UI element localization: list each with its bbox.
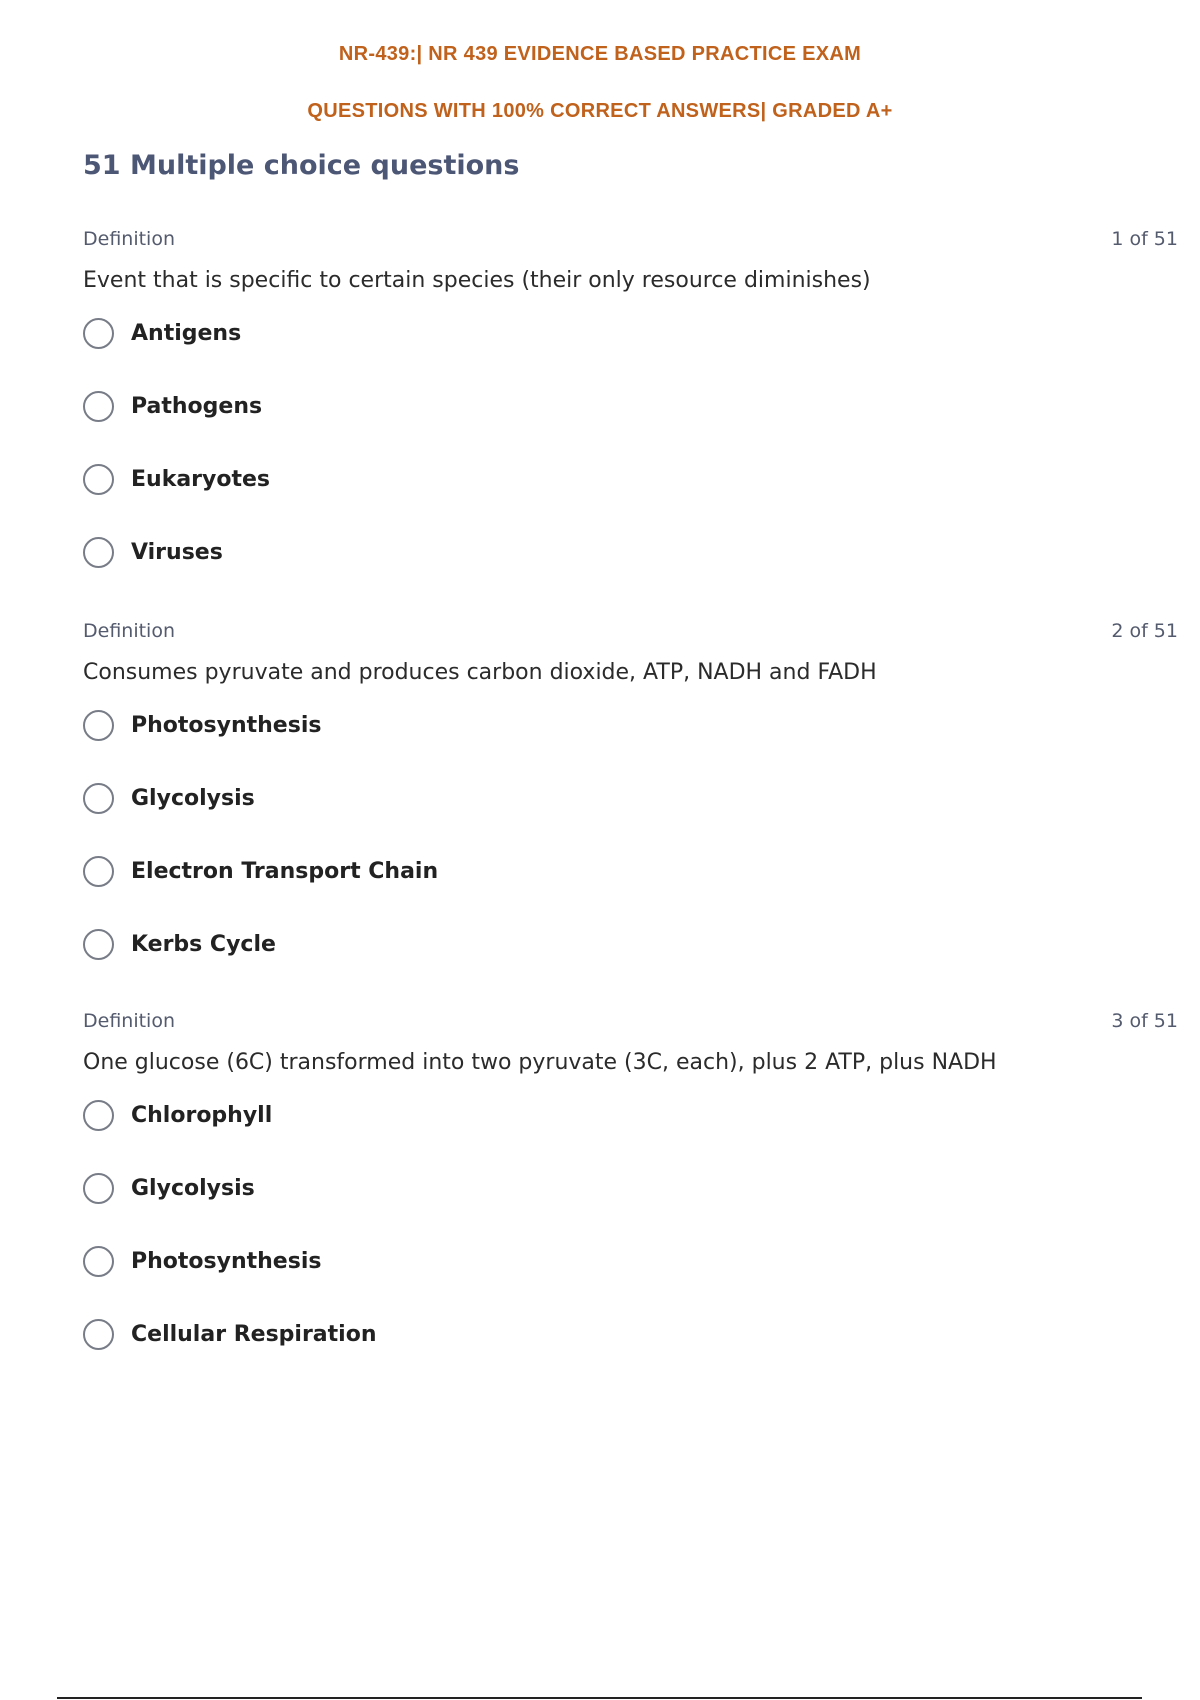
answer-option[interactable] bbox=[83, 1243, 1178, 1279]
radio-button[interactable] bbox=[83, 537, 114, 568]
answer-option[interactable] bbox=[83, 853, 1178, 889]
footer-divider bbox=[57, 1697, 1142, 1699]
question-header bbox=[83, 1010, 1178, 1040]
answer-option-label: Cellular Respiration bbox=[131, 1321, 377, 1347]
answer-option[interactable] bbox=[83, 534, 1178, 570]
answer-option[interactable] bbox=[83, 707, 1178, 743]
answer-option[interactable] bbox=[83, 1170, 1178, 1206]
answer-option[interactable] bbox=[83, 461, 1178, 497]
radio-button[interactable] bbox=[83, 318, 114, 349]
answer-options bbox=[83, 1097, 1178, 1352]
question-prompt: Event that is specific to certain species (their only resource diminishes) bbox=[83, 268, 871, 293]
answer-option-label: Glycolysis bbox=[131, 1175, 255, 1201]
document-title bbox=[0, 26, 1200, 140]
answer-option-label: Photosynthesis bbox=[131, 712, 322, 738]
question-header bbox=[83, 620, 1178, 650]
answer-option-label: Eukaryotes bbox=[131, 466, 271, 492]
question-type-label: Definition bbox=[83, 228, 176, 250]
answer-option-label: Antigens bbox=[131, 320, 242, 346]
answer-option-label: Viruses bbox=[131, 539, 223, 565]
answer-option[interactable] bbox=[83, 388, 1178, 424]
question-header bbox=[83, 228, 1178, 258]
answer-option[interactable] bbox=[83, 926, 1178, 962]
radio-button[interactable] bbox=[83, 1246, 114, 1277]
title-line-2: QUESTIONS WITH 100% CORRECT ANSWERS| GRADED A+ bbox=[307, 100, 893, 122]
radio-button[interactable] bbox=[83, 1319, 114, 1350]
answer-option[interactable] bbox=[83, 315, 1178, 351]
answer-option[interactable] bbox=[83, 1097, 1178, 1133]
question-card-2 bbox=[83, 620, 1178, 999]
radio-button[interactable] bbox=[83, 1100, 114, 1131]
question-card-1 bbox=[83, 228, 1178, 607]
question-prompt: Consumes pyruvate and produces carbon dioxide, ATP, NADH and FADH bbox=[83, 660, 877, 685]
question-counter: 1 of 51 bbox=[1111, 228, 1178, 250]
radio-button[interactable] bbox=[83, 710, 114, 741]
answer-options bbox=[83, 315, 1178, 570]
radio-button[interactable] bbox=[83, 464, 114, 495]
radio-button[interactable] bbox=[83, 856, 114, 887]
radio-button[interactable] bbox=[83, 929, 114, 960]
question-count-heading: 51 Multiple choice questions bbox=[83, 150, 520, 181]
answer-option[interactable] bbox=[83, 780, 1178, 816]
question-prompt: One glucose (6C) transformed into two pyruvate (3C, each), plus 2 ATP, plus NADH bbox=[83, 1050, 997, 1075]
question-card-3 bbox=[83, 1010, 1178, 1389]
answer-option-label: Photosynthesis bbox=[131, 1248, 322, 1274]
answer-option-label: Kerbs Cycle bbox=[131, 931, 276, 957]
title-line-1: NR-439:| NR 439 EVIDENCE BASED PRACTICE EXAM bbox=[338, 43, 862, 65]
radio-button[interactable] bbox=[83, 783, 114, 814]
question-counter: 3 of 51 bbox=[1111, 1010, 1178, 1032]
question-type-label: Definition bbox=[83, 1010, 176, 1032]
radio-button[interactable] bbox=[83, 391, 114, 422]
answer-option-label: Pathogens bbox=[131, 393, 263, 419]
answer-option-label: Glycolysis bbox=[131, 785, 255, 811]
answer-option-label: Chlorophyll bbox=[131, 1102, 273, 1128]
question-counter: 2 of 51 bbox=[1111, 620, 1178, 642]
answer-option[interactable] bbox=[83, 1316, 1178, 1352]
answer-option-label: Electron Transport Chain bbox=[131, 858, 439, 884]
answer-options bbox=[83, 707, 1178, 962]
radio-button[interactable] bbox=[83, 1173, 114, 1204]
question-type-label: Definition bbox=[83, 620, 176, 642]
